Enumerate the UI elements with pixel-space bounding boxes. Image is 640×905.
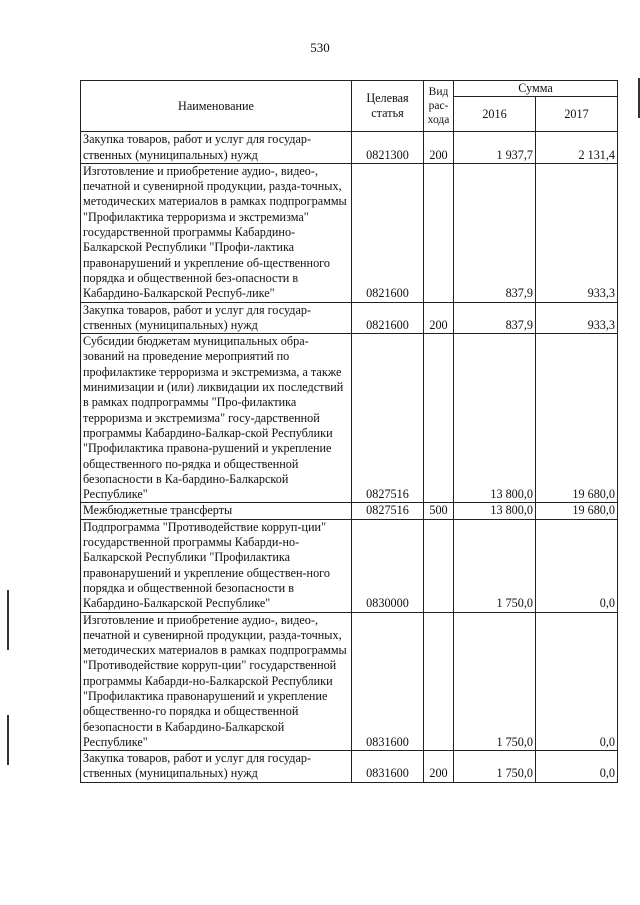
row-target-article: 0831600 xyxy=(352,751,424,783)
table-row xyxy=(81,132,618,164)
table-row xyxy=(81,612,618,751)
row-sum-2016: 13 800,0 xyxy=(454,334,536,503)
row-sum-2017: 0,0 xyxy=(536,612,618,751)
row-sum-2017: 0,0 xyxy=(536,751,618,783)
table-row xyxy=(81,503,618,519)
row-sum-2017: 0,0 xyxy=(536,519,618,612)
row-expense-type: 200 xyxy=(424,751,454,783)
row-target-article: 0831600 xyxy=(352,612,424,751)
row-target-article: 0821300 xyxy=(352,132,424,164)
table-row xyxy=(81,519,618,612)
row-name: Межбюджетные трансферты xyxy=(81,503,352,519)
row-name: Закупка товаров, работ и услуг для государ-ственных (муниципальных) нужд xyxy=(81,302,352,334)
row-sum-2016: 837,9 xyxy=(454,302,536,334)
scan-margin-mark xyxy=(7,715,9,765)
table-row xyxy=(81,751,618,783)
header-year-2016: 2016 xyxy=(454,97,536,132)
row-sum-2016: 837,9 xyxy=(454,163,536,302)
row-sum-2017: 933,3 xyxy=(536,163,618,302)
row-expense-type xyxy=(424,519,454,612)
row-sum-2017: 933,3 xyxy=(536,302,618,334)
scan-margin-mark xyxy=(7,590,9,650)
row-sum-2016: 1 937,7 xyxy=(454,132,536,164)
header-year-2017: 2017 xyxy=(536,97,618,132)
row-target-article: 0827516 xyxy=(352,503,424,519)
row-expense-type: 200 xyxy=(424,132,454,164)
row-name: Субсидии бюджетам муниципальных обра-зований на проведение мероприятий по профилактике терроризма и экстремизма, а также минимизации и (или) ликвидации их последствий в рамках подпрограммы "Про-филактика терроризма и экстремизма" госу-дарственной программы Кабардино-Балкар-ской Республики "Профилактика правона-рушений и укрепление общественного по-рядка и общественной безопасности в Ка-бардино-Балкарской Республике" xyxy=(81,334,352,503)
row-expense-type xyxy=(424,334,454,503)
row-name: Закупка товаров, работ и услуг для государ-ственных (муниципальных) нужд xyxy=(81,132,352,164)
table-row xyxy=(81,334,618,503)
row-target-article: 0830000 xyxy=(352,519,424,612)
table-row xyxy=(81,163,618,302)
row-sum-2017: 19 680,0 xyxy=(536,503,618,519)
header-sum: Сумма xyxy=(454,81,618,97)
row-expense-type xyxy=(424,163,454,302)
row-name: Изготовление и приобретение аудио-, видео-, печатной и сувенирной продукции, разда-точных, методических материалов в рамках подпрограммы "Профилактика терроризма и экстремизма" государственной программы Кабардино-Балкарской Республики "Профи-лактика правонарушений и укрепление об-щественного порядка и общественной без-опасности в Кабардино-Балкарской Респуб-лике" xyxy=(81,163,352,302)
row-expense-type: 200 xyxy=(424,302,454,334)
header-target-article: Целевая статья xyxy=(352,81,424,132)
row-name: Изготовление и приобретение аудио-, видео-, печатной и сувенирной продукции, разда-точных, методических материалов в рамках подпрограммы "Противодействие корруп-ции" государственной программы Кабарди-но-Балкарской Республики "Профилактика правонарушений и укрепление общественно-го порядка и общественной безопасности в Кабардино-Балкарской Республике" xyxy=(81,612,352,751)
row-sum-2017: 2 131,4 xyxy=(536,132,618,164)
row-target-article: 0821600 xyxy=(352,302,424,334)
row-sum-2017: 19 680,0 xyxy=(536,334,618,503)
row-expense-type: 500 xyxy=(424,503,454,519)
row-target-article: 0821600 xyxy=(352,163,424,302)
row-expense-type xyxy=(424,612,454,751)
row-sum-2016: 1 750,0 xyxy=(454,751,536,783)
row-name: Подпрограмма "Противодействие корруп-ции" государственной программы Кабарди-но-Балкарской Республики "Профилактика правонарушений и укрепление обществен-ного порядка и общественной безопасности в Кабардино-Балкарской Республике" xyxy=(81,519,352,612)
row-sum-2016: 1 750,0 xyxy=(454,519,536,612)
row-name: Закупка товаров, работ и услуг для государ-ственных (муниципальных) нужд xyxy=(81,751,352,783)
row-sum-2016: 1 750,0 xyxy=(454,612,536,751)
row-sum-2016: 13 800,0 xyxy=(454,503,536,519)
budget-table xyxy=(80,80,618,783)
row-target-article: 0827516 xyxy=(352,334,424,503)
page-number: 530 xyxy=(310,40,330,55)
header-expense-type: Вид рас-хода xyxy=(424,81,454,132)
header-name: Наименование xyxy=(81,81,352,132)
table-row xyxy=(81,302,618,334)
